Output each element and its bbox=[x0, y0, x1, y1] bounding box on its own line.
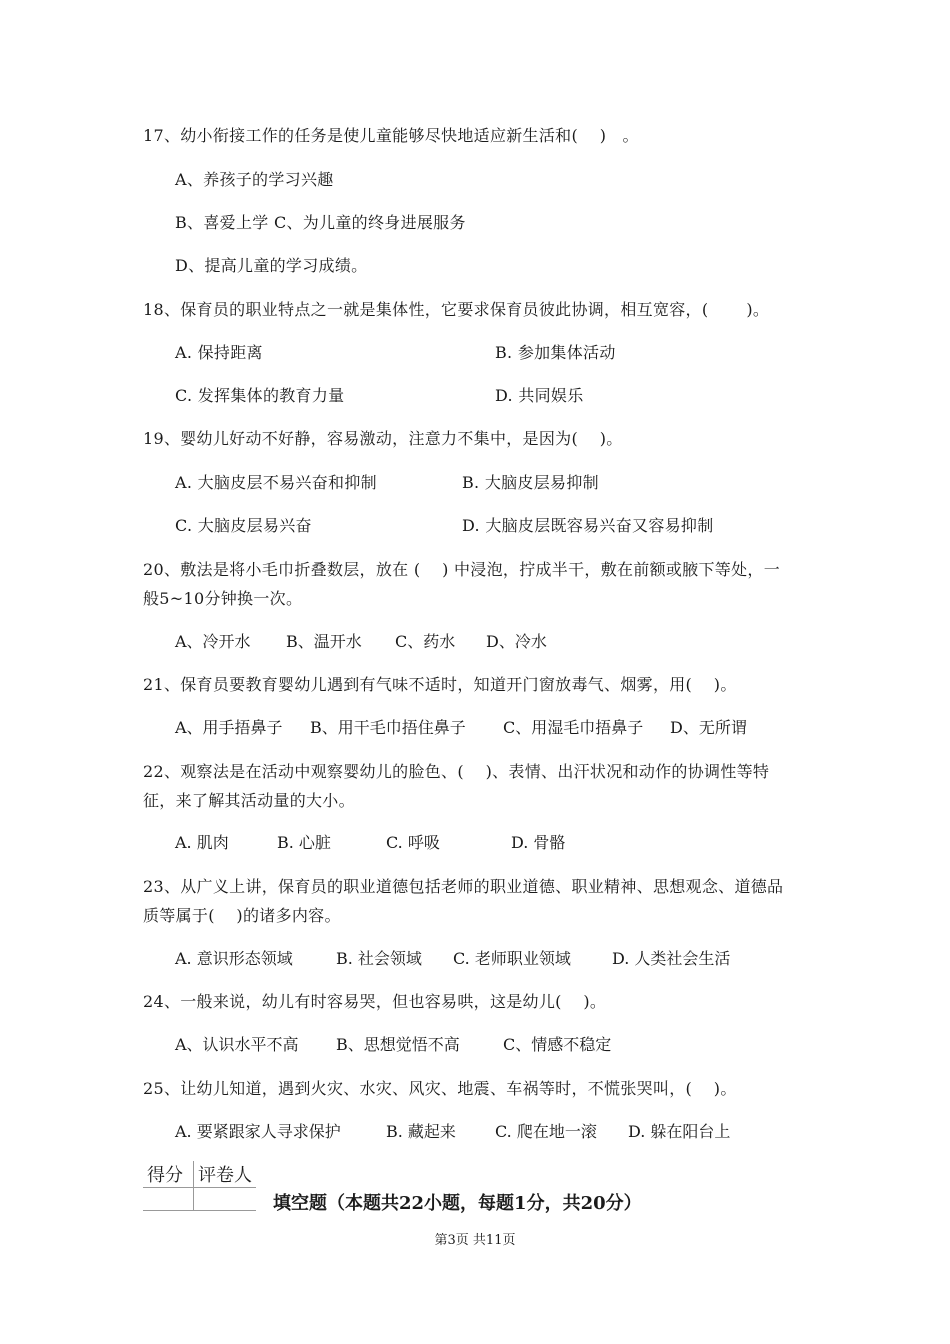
question-25-option-d: D. 躲在阳台上 bbox=[628, 1122, 731, 1141]
question-20-option-c: C、药水 bbox=[395, 632, 456, 651]
question-18-option-b: B. 参加集体活动 bbox=[495, 343, 616, 362]
question-17-option-bc: B、喜爱上学 C、为儿童的终身进展服务 bbox=[175, 213, 466, 232]
question-19-option-d: D. 大脑皮层既容易兴奋又容易抑制 bbox=[462, 516, 714, 535]
question-21-option-b: B、用干毛巾捂住鼻子 bbox=[310, 718, 466, 737]
question-22-option-d: D. 骨骼 bbox=[511, 833, 566, 852]
score-cell[interactable] bbox=[143, 1188, 194, 1211]
question-22-option-b: B. 心脏 bbox=[277, 833, 331, 852]
question-17-stem: 17、幼小衔接工作的任务是使儿童能够尽快地适应新生活和( ) 。 bbox=[143, 126, 639, 145]
page-footer: 第3页 共11页 bbox=[434, 1233, 516, 1248]
question-18-option-a: A. 保持距离 bbox=[175, 343, 263, 362]
question-22-stem-line2: 征，来了解其活动量的大小。 bbox=[143, 791, 355, 810]
question-23-option-a: A. 意识形态领域 bbox=[175, 949, 293, 968]
grader-cell[interactable] bbox=[194, 1188, 257, 1211]
question-20-option-a: A、冷开水 bbox=[175, 632, 251, 651]
question-21-option-a: A、用手捂鼻子 bbox=[175, 718, 283, 737]
question-20-option-b: B、温开水 bbox=[286, 632, 362, 651]
question-25-option-a: A. 要紧跟家人寻求保护 bbox=[175, 1122, 341, 1141]
grader-label: 评卷人 bbox=[194, 1161, 257, 1188]
question-20-stem-line2: 般5~10分钟换一次。 bbox=[143, 589, 303, 608]
score-label: 得分 bbox=[143, 1161, 194, 1188]
question-22-stem-line1: 22、观察法是在活动中观察婴幼儿的脸色、( )、表情、出汗状况和动作的协调性等特 bbox=[143, 762, 770, 781]
question-19-option-b: B. 大脑皮层易抑制 bbox=[462, 473, 599, 492]
question-23-option-c: C. 老师职业领域 bbox=[453, 949, 571, 968]
question-23-option-d: D. 人类社会生活 bbox=[612, 949, 731, 968]
question-21-option-c: C、用湿毛巾捂鼻子 bbox=[503, 718, 644, 737]
question-22-option-a: A. 肌肉 bbox=[175, 833, 229, 852]
question-20-option-d: D、冷水 bbox=[486, 632, 547, 651]
question-20-stem-line1: 20、敷法是将小毛巾折叠数层，放在 ( ) 中浸泡，拧成半干，敷在前额或腋下等处，一 bbox=[143, 560, 781, 579]
question-18-stem: 18、保育员的职业特点之一就是集体性，它要求保育员彼此协调，相互宽容，( )。 bbox=[143, 300, 770, 319]
question-24-stem: 24、一般来说，幼儿有时容易哭，但也容易哄，这是幼儿( )。 bbox=[143, 992, 607, 1011]
question-22-option-c: C. 呼吸 bbox=[386, 833, 440, 852]
question-25-option-c: C. 爬在地一滚 bbox=[495, 1122, 597, 1141]
question-24-option-c: C、情感不稳定 bbox=[503, 1035, 612, 1054]
question-24-option-b: B、思想觉悟不高 bbox=[336, 1035, 460, 1054]
question-25-option-b: B. 藏起来 bbox=[386, 1122, 456, 1141]
question-24-option-a: A、认识水平不高 bbox=[175, 1035, 299, 1054]
question-18-option-d: D. 共同娱乐 bbox=[495, 386, 584, 405]
question-18-option-c: C. 发挥集体的教育力量 bbox=[175, 386, 345, 405]
question-17-option-a: A、养孩子的学习兴趣 bbox=[175, 170, 334, 189]
question-19-option-a: A. 大脑皮层不易兴奋和抑制 bbox=[175, 473, 377, 492]
section-title: 填空题（本题共22小题，每题1分，共20分） bbox=[273, 1193, 642, 1214]
score-box bbox=[143, 1161, 256, 1211]
question-23-stem-line1: 23、从广义上讲，保育员的职业道德包括老师的职业道德、职业精神、思想观念、道德品 bbox=[143, 877, 784, 896]
question-23-option-b: B. 社会领域 bbox=[336, 949, 422, 968]
question-25-stem: 25、让幼儿知道，遇到火灾、水灾、风灾、地震、车祸等时，不慌张哭叫，( )。 bbox=[143, 1079, 737, 1098]
question-23-stem-line2: 质等属于( )的诸多内容。 bbox=[143, 906, 341, 925]
question-17-option-d: D、提高儿童的学习成绩。 bbox=[175, 256, 368, 275]
question-21-option-d: D、无所谓 bbox=[670, 718, 747, 737]
question-19-option-c: C. 大脑皮层易兴奋 bbox=[175, 516, 312, 535]
question-19-stem: 19、婴幼儿好动不好静，容易激动，注意力不集中，是因为( )。 bbox=[143, 429, 623, 448]
question-21-stem: 21、保育员要教育婴幼儿遇到有气味不适时，知道开门窗放毒气、烟雾，用( )。 bbox=[143, 675, 737, 694]
